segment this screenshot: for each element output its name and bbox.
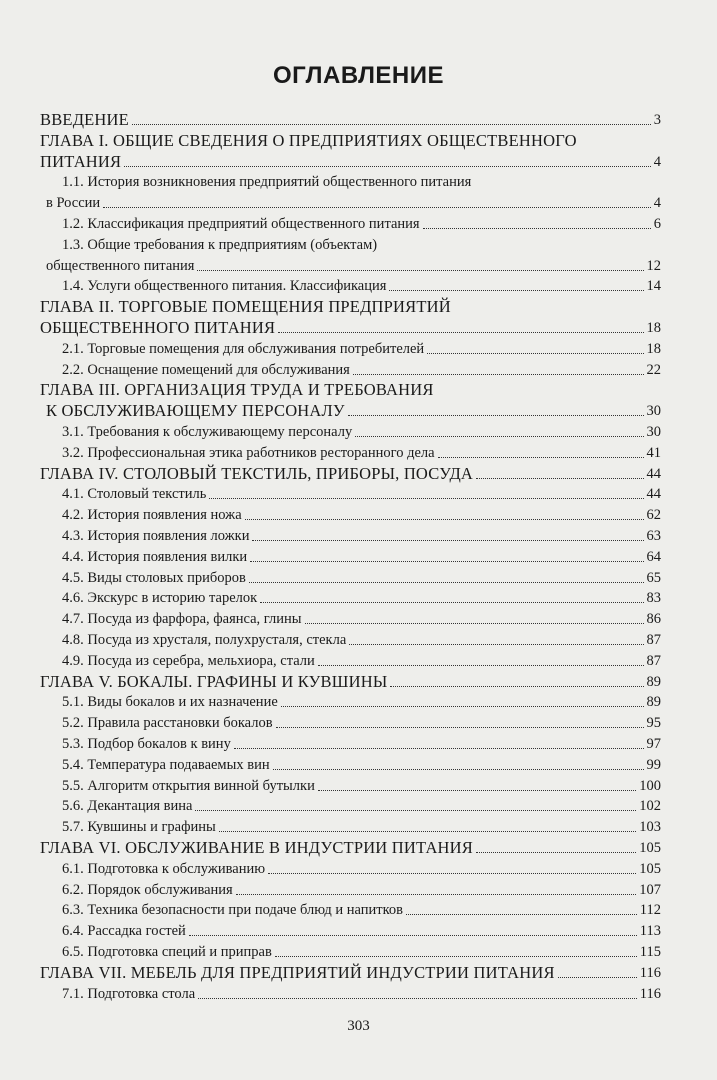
toc-section-line: [0, 547, 717, 567]
toc-section-line: [0, 360, 717, 380]
toc-page-number: 105: [639, 840, 661, 856]
toc-entry-text: 4.4. История появления вилки: [62, 548, 248, 565]
toc-section-line: [0, 193, 717, 213]
toc-page-number: 14: [646, 278, 661, 295]
toc-page-number: 4: [653, 195, 661, 212]
toc-dot-leader: [318, 790, 636, 791]
toc-chapter-line: [0, 963, 717, 983]
toc-dot-leader: [438, 457, 644, 458]
toc-entry-text: 6.2. Порядок обслуживания: [62, 881, 233, 898]
toc-entry-text: ГЛАВА II. ТОРГОВЫЕ ПОМЕЩЕНИЯ ПРЕДПРИЯТИЙ: [40, 297, 451, 317]
page-title: ОГЛАВЛЕНИЕ: [272, 62, 445, 89]
toc-dot-leader: [558, 977, 637, 978]
toc-dot-leader: [348, 415, 644, 416]
toc-dot-leader: [124, 166, 651, 167]
toc-chapter-line: [0, 380, 717, 400]
toc-entry-text: ОБЩЕСТВЕННОГО ПИТАНИЯ: [40, 318, 276, 337]
toc-dot-leader: [234, 748, 644, 749]
toc-page-number: 18: [646, 320, 661, 336]
toc-entry-text: ПИТАНИЯ: [40, 151, 122, 171]
toc-section-line: [0, 526, 717, 546]
toc-dot-leader: [389, 290, 644, 291]
toc-page-number: 95: [646, 715, 661, 732]
toc-section-line: [0, 796, 717, 816]
toc-entry-text: в России: [46, 195, 101, 212]
toc-dot-leader: [245, 519, 644, 520]
toc-dot-leader: [278, 332, 644, 333]
toc-dot-leader: [318, 665, 644, 666]
toc-page-number: 44: [646, 465, 661, 482]
toc-entry-text: ГЛАВА V. БОКАЛЫ. ГРАФИНЫ И КУВШИНЫ: [40, 671, 388, 691]
toc-entry-text: 5.7. Кувшины и графины: [62, 819, 216, 836]
toc-section-line: [0, 734, 717, 754]
toc-dot-leader: [249, 582, 644, 583]
toc-entry-text: 7.1. Подготовка стола: [62, 985, 196, 1002]
toc-page-number: 18: [646, 340, 661, 357]
toc-dot-leader: [276, 727, 644, 728]
toc-dot-leader: [195, 810, 636, 811]
toc-dot-leader: [476, 852, 636, 853]
toc-dot-leader: [189, 935, 637, 936]
toc-dot-leader: [250, 561, 644, 562]
toc-chapter-line: [0, 318, 717, 338]
page-number: 303: [347, 1018, 370, 1034]
toc-page-number: 83: [646, 590, 661, 607]
toc-chapter-line: [0, 110, 717, 130]
toc-entry-text: 4.7. Посуда из фарфора, фаянса, глины: [62, 611, 302, 628]
toc-section-line: [0, 505, 717, 525]
toc-dot-leader: [275, 956, 637, 957]
toc-page-number: 112: [639, 902, 661, 919]
toc-section-line: [0, 214, 717, 234]
toc-entry-text: 4.5. Виды столовых приборов: [62, 569, 246, 586]
toc-chapter-line: [0, 152, 717, 172]
toc-section-line: [0, 172, 717, 192]
toc-entry-text: ГЛАВА VI. ОБСЛУЖИВАНИЕ В ИНДУСТРИИ ПИТАНИЯ: [40, 838, 473, 857]
toc-page-number: 116: [639, 964, 661, 981]
toc-section-line: [0, 817, 717, 837]
toc-page-number: 116: [639, 985, 661, 1002]
toc-entry-text: 5.2. Правила расстановки бокалов: [62, 715, 273, 732]
toc-chapter-line: [0, 401, 717, 421]
toc-entry-text: 1.4. Услуги общественного питания. Классификация: [62, 278, 387, 295]
toc-page-number: 87: [646, 632, 661, 648]
toc-entry-text: 6.3. Техника безопасности при подаче блюд и напитков: [62, 902, 404, 919]
toc-page-number: 113: [639, 923, 661, 940]
toc-page-number: 107: [639, 881, 661, 898]
toc-section-line: [0, 651, 717, 671]
toc-dot-leader: [260, 602, 644, 603]
toc-dot-leader: [423, 228, 651, 229]
toc-section-line: [0, 880, 717, 900]
toc-section-line: [0, 900, 717, 920]
toc-section-line: [0, 713, 717, 733]
toc-page-number: 12: [646, 257, 661, 274]
toc-page-number: 64: [646, 548, 661, 565]
toc-chapter-line: [0, 464, 717, 484]
toc-entry-text: 2.1. Торговые помещения для обслуживания потребителей: [62, 340, 425, 357]
toc-section-line: [0, 235, 717, 255]
toc-page-number: 102: [639, 798, 661, 815]
toc-entry-text: К ОБСЛУЖИВАЮЩЕМУ ПЕРСОНАЛУ: [46, 401, 345, 421]
toc-page-number: 6: [653, 216, 661, 232]
toc-page-number: 100: [639, 777, 661, 794]
toc-dot-leader: [219, 831, 636, 832]
toc-entry-text: 6.1. Подготовка к обслуживанию: [62, 860, 266, 877]
toc-section-line: [0, 755, 717, 775]
toc-section-line: [0, 921, 717, 941]
toc-section-line: [0, 630, 717, 650]
toc-page-number: 99: [646, 756, 661, 773]
toc-entry-text: 5.5. Алгоритм открытия винной бутылки: [62, 777, 315, 794]
toc-entry-text: ГЛАВА I. ОБЩИЕ СВЕДЕНИЯ О ПРЕДПРИЯТИЯХ ОБЩЕСТВЕННОГО: [40, 130, 577, 150]
toc-section-line: [0, 443, 717, 463]
toc-entry-text: общественного питания: [46, 257, 195, 274]
toc-dot-leader: [132, 124, 651, 125]
toc-entry-text: 3.1. Требования к обслуживающему персоналу: [62, 424, 353, 440]
toc-dot-leader: [103, 207, 651, 208]
toc-page-number: 115: [639, 944, 661, 960]
toc-entry-text: ГЛАВА IV. СТОЛОВЫЙ ТЕКСТИЛЬ, ПРИБОРЫ, ПОСУДА: [40, 463, 474, 483]
toc-entry-text: 4.1. Столовый текстиль: [62, 486, 207, 503]
toc-page-number: 3: [653, 112, 661, 128]
toc-section-line: [0, 609, 717, 629]
toc-entry-text: 1.3. Общие требования к предприятиям (объектам): [62, 236, 378, 253]
toc-page-number: 89: [646, 673, 661, 690]
toc-entry-text: 4.9. Посуда из серебра, мельхиора, стали: [62, 652, 315, 669]
toc-page-number: 97: [646, 736, 661, 752]
toc-entry-text: 4.2. История появления ножа: [62, 507, 242, 524]
toc-entry-text: 6.5. Подготовка специй и приправ: [62, 944, 272, 960]
toc-entry-text: ГЛАВА III. ОРГАНИЗАЦИЯ ТРУДА И ТРЕБОВАНИЯ: [40, 380, 434, 400]
toc-chapter-line: [0, 672, 717, 692]
toc-entry-text: 4.3. История появления ложки: [62, 528, 250, 544]
toc-section-line: [0, 256, 717, 276]
toc-page-number: 41: [646, 444, 661, 461]
toc-entry-text: 3.2. Профессиональная этика работников ресторанного дела: [62, 444, 435, 461]
toc-dot-leader: [209, 498, 644, 499]
toc-dot-leader: [252, 540, 644, 541]
toc-section-line: [0, 568, 717, 588]
toc-chapter-line: [0, 838, 717, 858]
toc-section-line: [0, 776, 717, 796]
toc-dot-leader: [273, 769, 644, 770]
toc-dot-leader: [198, 998, 637, 999]
toc-page-number: 22: [646, 361, 661, 378]
toc-dot-leader: [236, 894, 636, 895]
toc-section-line: [0, 942, 717, 962]
toc-page-number: 63: [646, 528, 661, 544]
toc-page-number: 30: [646, 403, 661, 420]
toc-entry-text: 4.6. Экскурс в историю тарелок: [62, 590, 258, 607]
toc-page-number: 65: [646, 569, 661, 586]
toc-page-number: 30: [646, 424, 661, 440]
toc-section-line: [0, 339, 717, 359]
toc-entry-text: 5.4. Температура подаваемых вин: [62, 756, 270, 773]
toc-entry-text: 5.1. Виды бокалов и их назначение: [62, 694, 278, 711]
toc-dot-leader: [355, 436, 644, 437]
toc-dot-leader: [476, 478, 644, 479]
toc-section-line: [0, 276, 717, 296]
toc-section-line: [0, 422, 717, 442]
toc-dot-leader: [427, 353, 644, 354]
toc-page-number: 87: [646, 652, 661, 669]
toc-page-number: 89: [646, 694, 661, 711]
toc-dot-leader: [281, 706, 644, 707]
toc-section-line: [0, 984, 717, 1004]
toc-dot-leader: [406, 914, 637, 915]
toc-entry-text: 1.1. История возникновения предприятий общественного питания: [62, 174, 472, 191]
toc-dot-leader: [353, 374, 644, 375]
toc-page-number: 44: [646, 486, 661, 503]
toc-entry-text: 6.4. Рассадка гостей: [62, 923, 186, 940]
toc-page-number: 105: [639, 860, 661, 877]
toc-entry-text: 5.3. Подбор бокалов к вину: [62, 736, 231, 752]
toc-entry-text: 2.2. Оснащение помещений для обслуживания: [62, 361, 350, 378]
toc-entry-text: 4.8. Посуда из хрусталя, полухрусталя, стекла: [62, 632, 347, 648]
toc-page-number: 103: [639, 819, 661, 836]
toc-chapter-line: [0, 131, 717, 151]
toc-section-line: [0, 588, 717, 608]
toc-dot-leader: [390, 686, 644, 687]
toc-dot-leader: [349, 644, 644, 645]
toc-entry-text: 5.6. Декантация вина: [62, 798, 193, 815]
toc-section-line: [0, 859, 717, 879]
toc-page-number: 4: [653, 153, 661, 170]
toc-entry-text: ВВЕДЕНИЕ: [40, 110, 129, 129]
toc-page-number: 62: [646, 507, 661, 524]
toc-entry-text: 1.2. Классификация предприятий общественного питания: [62, 216, 420, 232]
toc-dot-leader: [197, 270, 644, 271]
toc-section-line: [0, 692, 717, 712]
toc-dot-leader: [268, 873, 636, 874]
toc-dot-leader: [305, 623, 644, 624]
toc-section-line: [0, 484, 717, 504]
toc-chapter-line: [0, 297, 717, 317]
toc-entry-text: ГЛАВА VII. МЕБЕЛЬ ДЛЯ ПРЕДПРИЯТИЙ ИНДУСТРИИ ПИТАНИЯ: [40, 962, 555, 982]
toc-page-number: 86: [646, 611, 661, 628]
